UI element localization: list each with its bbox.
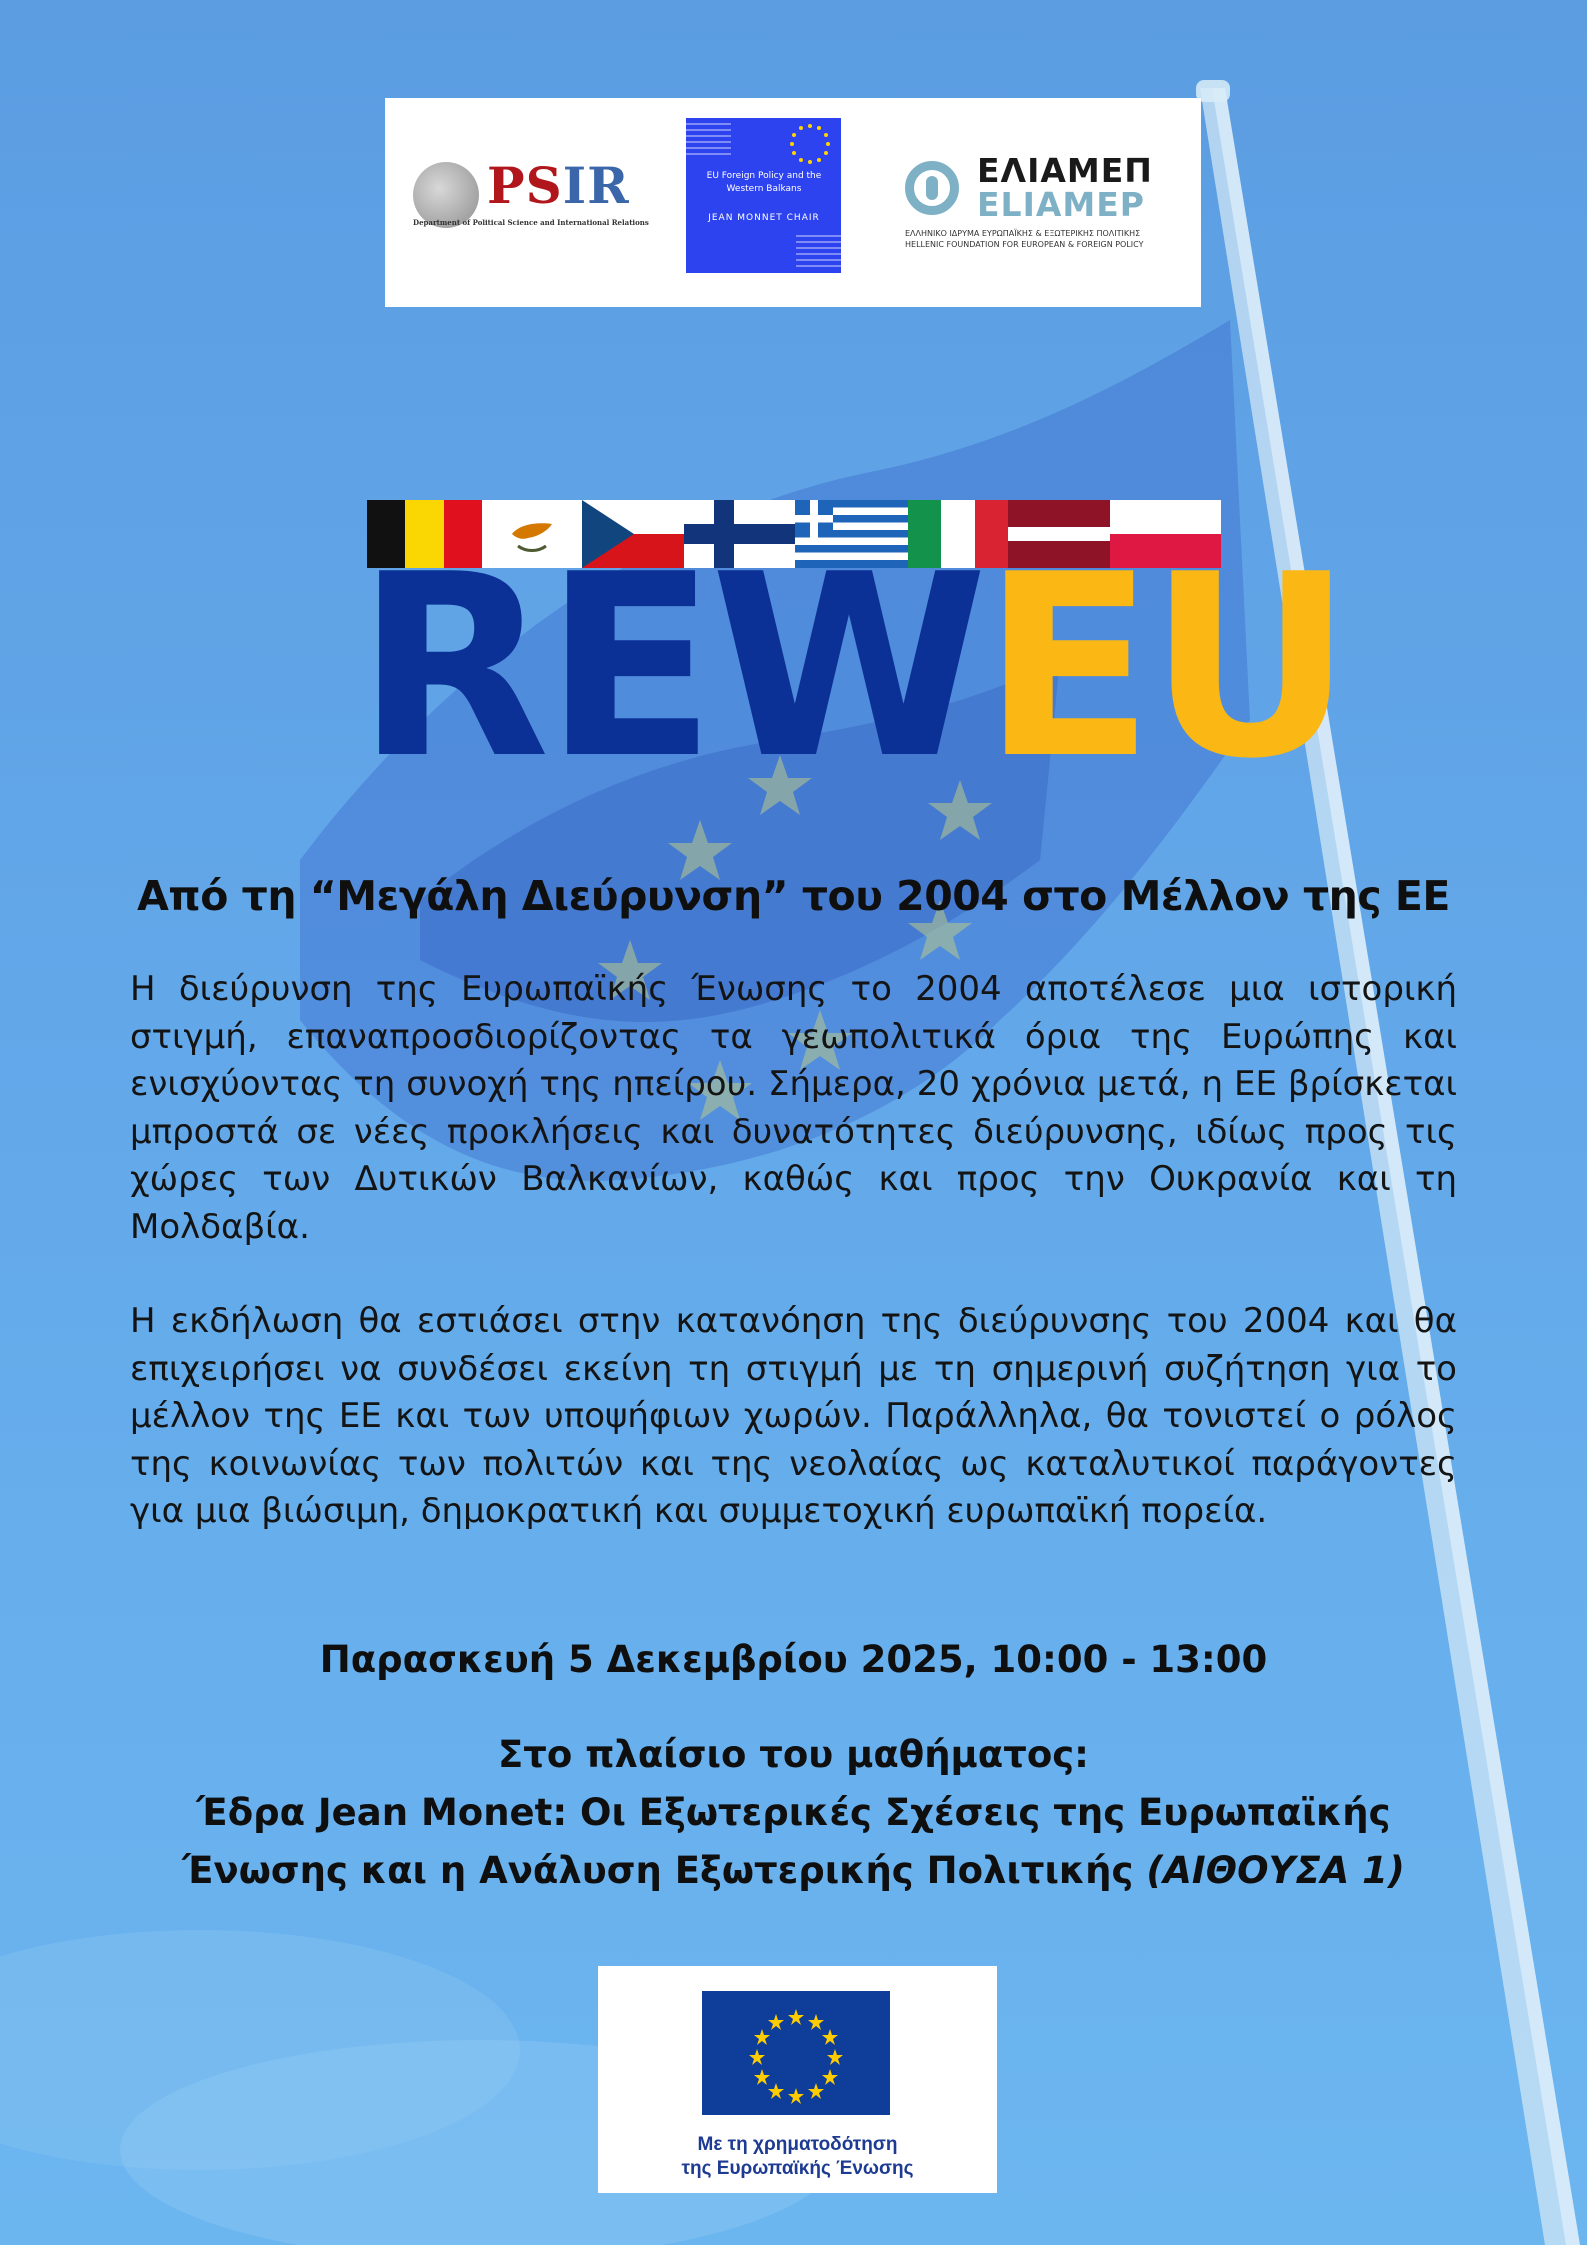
room-label: (ΑΙΘΟΥΣΑ 1) — [1146, 1849, 1405, 1892]
partner-logos-strip — [385, 98, 1201, 307]
reweu-part-rew: REW — [356, 521, 983, 814]
eu-flag-icon — [702, 1991, 890, 2115]
event-description-paragraph: Η εκδήλωση θα εστιάσει στην κατανόηση της διεύρυνσης του 2004 και θα επιχειρήσει να συνδέσει εκείνη τη στιγμή με τη σημερινή συζήτηση για το μέλλον της ΕΕ και των υποψήφιων χωρών. Παράλληλα, θα τονιστεί ο ρόλος της κοινωνίας των πολιτών και της νεολαίας ως καταλυτικοί παράγοντες για μια βιώσιμη, δημοκρατική και συμμετοχική ευρωπαϊκή πορεία. — [130, 1301, 1457, 1532]
reweu-wordmark — [356, 521, 1347, 814]
intro-paragraph: Η διεύρυνση της Ευρωπαϊκής Ένωσης το 2004 αποτέλεσε μια ιστορική στιγμή, επαναπροσδιορίζοντας τα γεωπολιτικά όρια της Ευρώπης και ενισχύοντας τη συνοχή της ηπείρου. Σήμερα, 20 χρόνια μετά, η ΕΕ βρίσκεται μπροστά σε νέες προκλήσεις και δυνατότητες διεύρυνσης, ιδίως προς τις χώρες των Δυτικών Βαλκανίων, καθώς και προς την Ουκρανία και τη Μολδαβία. — [130, 969, 1457, 1247]
jean-monnet-title: EU Foreign Policy and the Western Balkans — [706, 171, 822, 194]
eu-stars-circle-icon — [786, 122, 834, 166]
reweu-part-eu: EU — [982, 521, 1347, 814]
course-context — [100, 1726, 1487, 1900]
jean-monnet-chair-logo — [686, 118, 841, 273]
context-intro: Στο πλαίσιο του μαθήματος: — [498, 1733, 1089, 1776]
event-date: Παρασκευή 5 Δεκεμβρίου 2025, 10:00 - 13:00 — [319, 1638, 1268, 1681]
psir-wordmark: PSIR — [487, 156, 630, 215]
eliamep-mark-icon — [905, 161, 959, 215]
funding-statement — [598, 2133, 997, 2181]
course-name-line-2 — [100, 1842, 1487, 1900]
eliamep-subtitle-english: HELLENIC FOUNDATION FOR EUROPEAN & FOREIGN POLICY — [905, 240, 1144, 249]
eu-stars-icon — [702, 1991, 890, 2115]
eliamep-logo — [905, 153, 1185, 253]
eliamep-subtitle-greek: ΕΛΛΗΝΙΚΟ ΙΔΡΥΜΑ ΕΥΡΩΠΑΪΚΗΣ & ΕΞΩΤΕΡΙΚΗΣ ΠΟΛΙΤΙΚΗΣ — [905, 229, 1141, 238]
course-name-line-2-text: Ένωσης και η Ανάλυση Εξωτερικής Πολιτικής — [182, 1849, 1134, 1892]
event-headline: Από τη “Μεγάλη Διεύρυνση” του 2004 στο Μέλλον της ΕΕ — [137, 872, 1450, 920]
eliamep-latin-wordmark: ELIAMEP — [977, 185, 1145, 224]
eliamep-greek-wordmark: ΕΛΙΑΜΕΠ — [977, 151, 1153, 190]
jean-monnet-chair-label: JEAN MONNET CHAIR — [708, 213, 820, 223]
psir-subtitle: Department of Political Science and International Relations — [413, 218, 649, 227]
psir-logo — [413, 156, 649, 236]
funding-line-1: Με τη χρηματοδότηση — [697, 2134, 898, 2155]
course-name-line-1: Έδρα Jean Monet: Οι Εξωτερικές Σχέσεις της Ευρωπαϊκής — [196, 1791, 1391, 1834]
funding-line-2: της Ευρωπαϊκής Ένωσης — [681, 2158, 914, 2179]
eu-funding-emblem — [598, 1966, 997, 2193]
